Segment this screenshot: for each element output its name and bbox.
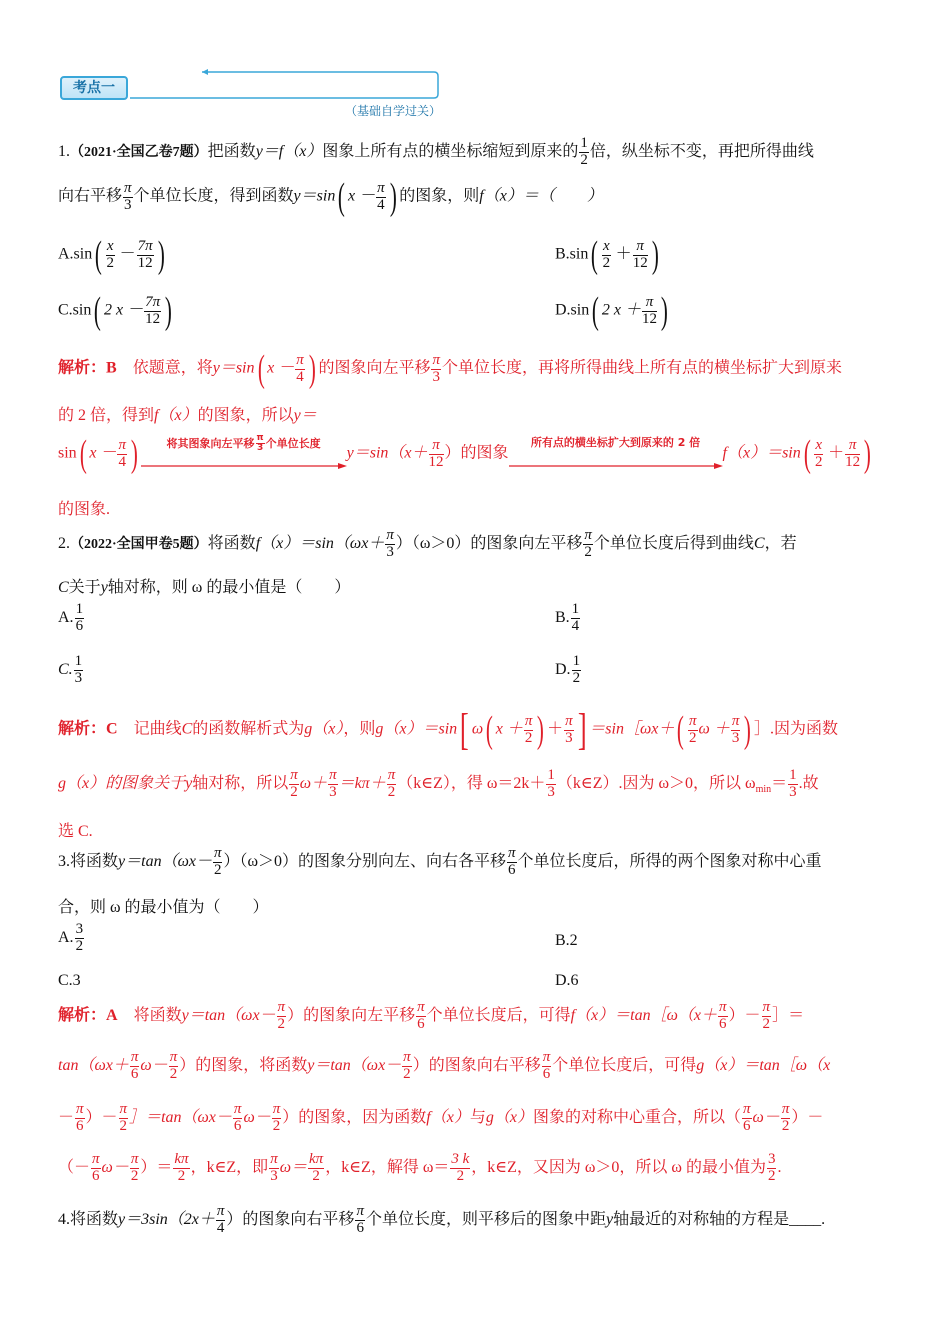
q3-solution-line4: （－ $\frac{\pi}{6}$ ω－ $\frac{\pi}{2}$ ）＝ $\frac{k\pi}{2}$ ，k∈Z，即 $\frac{\pi}{3}$ ω＝ $\frac{k\pi}{2}$ ，k∈Z，解得 ω＝ $\frac{3 k}{2}$ ，k∈Z，又因为 ω＞0，所以 ω 的最小值为 $\frac{3}{2}$ . [58, 1151, 782, 1184]
q1-solution-line3: sin( x － $\frac{\pi}{4}$ ) 将其图象向左平移 $\frac{\pi}{3}$ 个单位长度 y＝sin（x＋ $\frac{\pi}{12}$ ）的图象 所有点的横坐标扩大到原来的 2 倍 f（x）＝sin( $\frac{x}{2}$ ＋ $\frac{\pi}{12}$ ) [58, 433, 871, 475]
q1-solution-line2: 的 2 倍，得到f（x）的图象，所以y＝ [58, 407, 317, 424]
header-arrow-frame [126, 66, 442, 106]
q1-option-b: B.sin( $\frac{x}{2}$ ＋ $\frac{\pi}{12}$ ) [555, 234, 659, 276]
q2-line2: C关于y轴对称，则 ω 的最小值是（ ） [58, 579, 351, 596]
q2-option-b: B. $\frac{1}{4}$ [555, 601, 580, 634]
q2-option-a: A. $\frac{1}{6}$ [58, 601, 84, 634]
q3-option-b: B.2 [555, 932, 578, 949]
q2-option-c: C. $\frac{1}{3}$ [58, 653, 83, 686]
section-badge-label: 考点一 [73, 80, 115, 96]
q3-option-a: A. $\frac{3}{2}$ [58, 921, 84, 954]
q4-line1: 4.将函数y＝3sin（2x＋ $\frac{\pi}{4}$ ）的图象向右平移 $\frac{\pi}{6}$ 个单位长度，则平移后的图象中距y轴最近的对称轴的方程是____. [58, 1203, 826, 1236]
q3-solution-line1: 解析：A 将函数y＝tan（ωx－ $\frac{\pi}{2}$ ）的图象向左平移 $\frac{\pi}{6}$ 个单位长度后，可得f（x）＝tan［ω（x＋ $\frac{\pi}{6}$ ）－ $\frac{\pi}{2}$ ］＝ [58, 999, 805, 1032]
q3-solution-line3: － $\frac{\pi}{6}$ ）－ $\frac{\pi}{2}$ ］＝tan（ωx－ $\frac{\pi}{6}$ ω－ $\frac{\pi}{2}$ ）的图象，因为函数f（x）与g（x）图象的对称中心重合，所以（ $\frac{\pi}{6}$ ω－ $\frac{\pi}{2}$ ）－ [58, 1101, 824, 1134]
q2-line1: 2.（2022·全国甲卷5题）将函数f（x）＝sin（ωx＋ $\frac{\pi}{3}$ ）（ω＞0）的图象向左平移 $\frac{\pi}{2}$ 个单位长度后得到曲线C，若 [58, 527, 797, 560]
q2-option-d: D. $\frac{1}{2}$ [555, 653, 581, 686]
q1-arrow-stretch: 所有点的横坐标扩大到原来的 2 倍 [509, 434, 723, 474]
q1-arrow-shift-left: 将其图象向左平移 $\frac{\pi}{3}$ 个单位长度 [141, 434, 347, 474]
q1-solution-line1: 解析：B 依题意，将y＝sin( x － $\frac{\pi}{4}$ ) 的图象向左平移 $\frac{\pi}{3}$ 个单位长度，再将所得曲线上所有点的横坐标扩大到原来 [58, 348, 842, 390]
q2-solution-line3: 选 C. [58, 823, 93, 840]
q1-option-a: A.sin( $\frac{x}{2}$ － $\frac{7\pi}{12}$ ) [58, 234, 165, 276]
q3-line1: 3.将函数y＝tan（ωx－ $\frac{\pi}{2}$ ）（ω＞0）的图象分别向左、向右各平移 $\frac{\pi}{6}$ 个单位长度后，所得的两个图象对称中心重 [58, 845, 822, 878]
q3-option-d: D.6 [555, 972, 579, 989]
section-subtitle: （基础自学过关） [345, 104, 442, 118]
q1-line1: 1.（2021·全国乙卷7题）把函数y＝f（x）图象上所有点的横坐标缩短到原来的 $\frac{1}{2}$ 倍，纵坐标不变，再把所得曲线 [58, 135, 814, 168]
q2-solution-line2: g（x）的图象关于y轴对称，所以 $\frac{\pi}{2}$ ω＋ $\frac{\pi}{3}$ ＝kπ＋ $\frac{\pi}{2}$ （k∈Z），得 ω＝2k＋ $\frac{1}{3}$ （k∈Z）.因为 ω＞0，所以 $\omega_{min}=$ $\frac{1}{3}$ .故 [58, 767, 819, 800]
q3-solution-line2: tan（ωx＋ $\frac{\pi}{6}$ ω－ $\frac{\pi}{2}$ ）的图象，将函数y＝tan（ωx－ $\frac{\pi}{2}$ ）的图象向右平移 $\frac{\pi}{6}$ 个单位长度后，可得g（x）＝tan［ω（x [58, 1049, 831, 1082]
q1-option-d: D.sin( 2 x ＋ $\frac{\pi}{12}$ ) [555, 290, 668, 332]
q3-line2: 合，则 ω 的最小值为（ ） [58, 899, 269, 916]
q1-solution-line4: 的图象. [58, 501, 111, 518]
q1-option-c: C.sin( 2 x － $\frac{7\pi}{12}$ ) [58, 290, 172, 332]
q2-solution-line1: 解析：C 记曲线C的函数解析式为g（x），则g（x）＝sin[ ω( x ＋ $\frac{\pi}{2}$ ) ＋ $\frac{\pi}{3}$ ] ＝sin［ωx＋( $\frac{\pi}{2}$ ω ＋ $\frac{\pi}{3}$ ) ］.因为函数 [58, 705, 839, 754]
q1-line2: 向右平移 $\frac{\pi}{3}$ 个单位长度，得到函数y＝sin( x － $\frac{\pi}{4}$ ) 的图象，则f（x）＝（ ） [58, 176, 603, 218]
q3-option-c: C.3 [58, 972, 81, 989]
section-badge [60, 76, 128, 100]
